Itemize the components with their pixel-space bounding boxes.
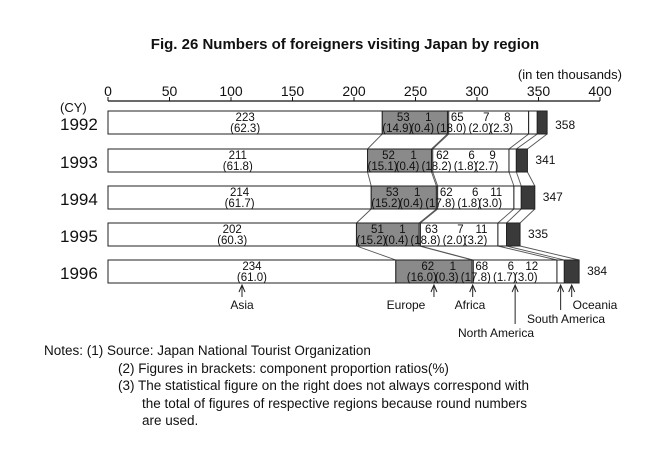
total-label: 384 <box>587 264 608 278</box>
cy-label: (CY) <box>60 100 87 115</box>
share-label: (2.0) <box>442 235 467 247</box>
note-3-cont: the total of figures of respective regions because round numbers <box>142 395 527 411</box>
note-2: (2) Figures in brackets: component proportion ratios(%) <box>118 360 449 376</box>
value-label: 6 <box>468 150 475 162</box>
bar-segment <box>514 186 521 209</box>
share-label: (18.8) <box>410 235 441 247</box>
x-tick-label: 250 <box>403 83 428 99</box>
bar-segment <box>537 111 547 134</box>
share-label: (60.3) <box>217 235 248 247</box>
value-label: 234 <box>242 261 262 273</box>
share-label: (1.8) <box>453 161 478 173</box>
share-label: (15.2) <box>371 198 402 210</box>
value-label: 63 <box>425 224 438 236</box>
x-tick-label: 400 <box>588 83 612 99</box>
value-label: 1 <box>410 150 417 162</box>
x-tick-label: 300 <box>465 83 489 99</box>
share-label: (61.0) <box>236 272 267 284</box>
x-tick-label: 200 <box>342 83 366 99</box>
share-label: (18.2) <box>421 161 452 173</box>
legend-label: South America <box>526 312 606 326</box>
value-label: 11 <box>490 187 503 199</box>
legend-label: Africa <box>454 298 486 312</box>
share-label: (61.8) <box>222 161 253 173</box>
value-label: 223 <box>235 112 255 124</box>
bar-segment <box>516 149 527 172</box>
legend-label: North America <box>457 326 535 340</box>
value-label: 1 <box>449 261 457 273</box>
x-tick-label: 150 <box>280 83 305 99</box>
share-label: (3.0) <box>478 198 503 210</box>
share-label: (16.0) <box>406 272 437 284</box>
connector-line <box>527 134 547 149</box>
x-tick-label: 50 <box>161 83 178 99</box>
value-label: 12 <box>525 261 539 273</box>
value-label: 53 <box>385 187 399 199</box>
value-label: 214 <box>230 187 250 199</box>
note-3-end: are used. <box>142 413 199 428</box>
share-label: (3.0) <box>513 272 538 284</box>
chart-title: Fig. 26 Numbers of foreigners visiting Japan by region <box>150 36 540 53</box>
note-1: Notes: (1) Source: Japan National Tourist Organization <box>44 343 371 358</box>
share-label: (15.1) <box>367 161 398 173</box>
value-label: 53 <box>396 112 410 124</box>
connector-line <box>431 172 436 186</box>
connector-line <box>420 209 437 223</box>
share-label: (0.3) <box>434 272 459 284</box>
share-label: (62.3) <box>230 123 261 135</box>
value-label: 1 <box>399 224 406 236</box>
value-label: 1 <box>414 187 421 199</box>
legend-label: Asia <box>230 298 254 312</box>
year-label: 1993 <box>60 153 98 172</box>
value-label: 6 <box>472 187 479 199</box>
value-label: 11 <box>475 224 488 236</box>
note-3: (3) The statistical figure on the right does not always correspond with <box>118 378 529 393</box>
share-label: (1.8) <box>457 198 482 210</box>
total-label: 335 <box>528 227 549 241</box>
notes <box>44 342 644 430</box>
connector-line <box>419 209 436 223</box>
value-label: 65 <box>450 112 464 124</box>
share-label: (0.4) <box>399 198 424 210</box>
year-label: 1996 <box>60 264 98 283</box>
share-label: (15.2) <box>356 235 387 247</box>
share-label: (14.9) <box>382 123 413 135</box>
x-tick-label: 100 <box>219 83 243 99</box>
year-label: 1994 <box>60 190 98 209</box>
connector-line <box>420 246 473 260</box>
connector-line <box>368 134 383 149</box>
connector-line <box>433 172 438 186</box>
bar-segment <box>557 260 564 283</box>
connector-line <box>507 246 565 260</box>
value-label: 7 <box>483 112 490 124</box>
bar-segment <box>498 223 507 246</box>
value-label: 68 <box>475 261 489 273</box>
share-label: (1.7) <box>492 272 517 284</box>
bar-segment <box>509 149 516 172</box>
value-label: 9 <box>489 150 496 162</box>
legend-label: Europe <box>386 298 426 312</box>
bar-segment <box>529 111 538 134</box>
connector-line <box>356 209 371 223</box>
year-label: 1995 <box>60 227 98 246</box>
share-label: (0.4) <box>395 161 420 173</box>
x-tick-label: 350 <box>526 83 551 99</box>
total-label: 347 <box>542 190 563 204</box>
total-label: 358 <box>555 118 576 132</box>
connector-line <box>431 134 447 149</box>
share-label: (2.7) <box>474 161 499 173</box>
value-label: 6 <box>507 261 515 273</box>
value-label: 202 <box>222 224 242 236</box>
year-label: 1992 <box>60 115 98 134</box>
bar-segment <box>521 186 535 209</box>
legend-label: Oceania <box>572 298 618 312</box>
share-label: (2.3) <box>489 123 514 135</box>
x-tick-label: 0 <box>104 83 112 99</box>
value-label: 8 <box>504 112 511 124</box>
share-label: (18.0) <box>436 123 467 135</box>
bar-segment <box>564 260 579 283</box>
value-label: 1 <box>425 112 432 124</box>
connector-line <box>368 172 372 186</box>
connector-line <box>509 172 514 186</box>
connector-line <box>520 209 535 223</box>
share-label: (2.0) <box>468 123 493 135</box>
total-label: 341 <box>535 153 556 167</box>
connector-line <box>507 209 522 223</box>
share-label: (0.4) <box>384 235 409 247</box>
share-label: (17.8) <box>425 198 456 210</box>
share-label: (61.7) <box>224 198 255 210</box>
connector-line <box>516 172 521 186</box>
connector-line <box>498 209 514 223</box>
value-label: 52 <box>382 150 395 162</box>
share-label: (3.2) <box>463 235 488 247</box>
value-label: 7 <box>457 224 464 236</box>
value-label: 211 <box>228 150 247 162</box>
value-label: 62 <box>436 150 449 162</box>
connector-line <box>527 172 534 186</box>
value-label: 62 <box>421 261 435 273</box>
share-label: (0.4) <box>410 123 435 135</box>
connector-line <box>356 246 395 260</box>
unit-label: (in ten thousands) <box>517 67 622 82</box>
connector-line <box>433 134 449 149</box>
value-label: 62 <box>439 187 453 199</box>
bar-segment <box>507 223 521 246</box>
share-label: (17.8) <box>460 272 491 284</box>
value-label: 51 <box>371 224 384 236</box>
